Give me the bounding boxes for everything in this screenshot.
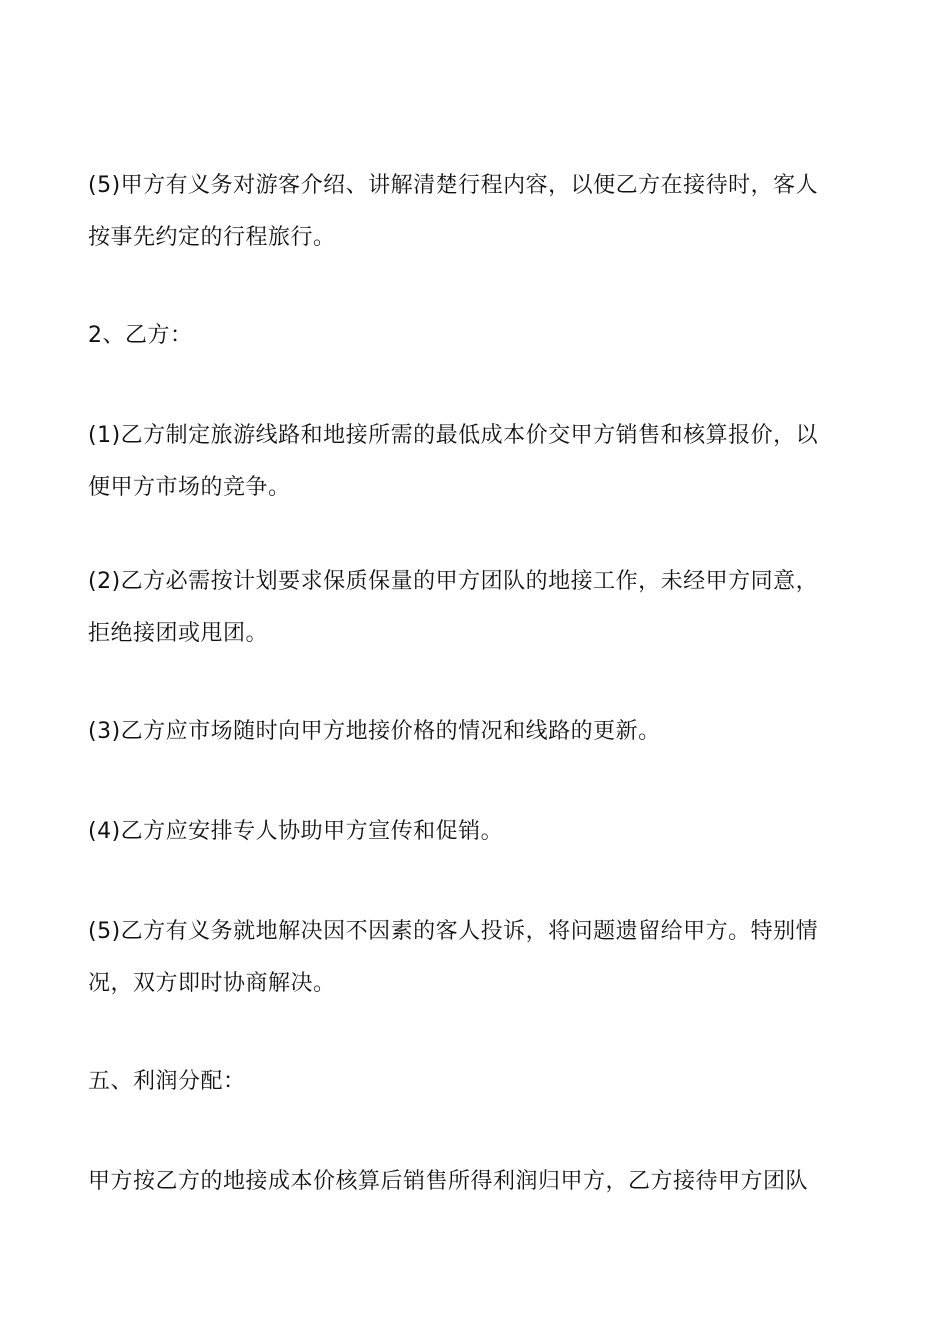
section-heading-party-b	[88, 310, 866, 362]
paragraph-party-b-duty-1	[88, 410, 866, 514]
text-line: 按事先约定的行程旅行。	[88, 225, 336, 250]
paragraph-party-b-duty-5	[88, 906, 866, 1010]
text-line: 便甲方市场的竞争。	[88, 475, 291, 500]
text-line: 况，双方即时协商解决。	[88, 971, 336, 996]
paragraph-party-b-duty-4	[88, 806, 866, 858]
text-line: 五、利润分配：	[88, 1069, 246, 1094]
text-line: 甲方按乙方的地接成本价核算后销售所得利润归甲方，乙方接待甲方团队	[88, 1169, 809, 1194]
paragraph-party-b-duty-2	[88, 556, 866, 660]
text-line: 2、乙方：	[88, 323, 193, 348]
paragraph-party-a-duty-5	[88, 160, 866, 264]
text-line: (3)乙方应市场随时向甲方地接价格的情况和线路的更新。	[88, 719, 661, 744]
paragraph-profit-distribution	[88, 1156, 866, 1208]
text-line: 拒绝接团或甩团。	[88, 621, 269, 646]
paragraph-party-b-duty-3	[88, 706, 866, 758]
text-line: (2)乙方必需按计划要求保质保量的甲方团队的地接工作，未经甲方同意，	[88, 569, 819, 594]
text-line: (1)乙方制定旅游线路和地接所需的最低成本价交甲方销售和核算报价，以	[88, 423, 819, 448]
section-heading-profit-distribution	[88, 1056, 866, 1108]
text-line: (5)乙方有义务就地解决因不因素的客人投诉，将问题遗留给甲方。特别情	[88, 919, 819, 944]
text-line: (4)乙方应安排专人协助甲方宣传和促销。	[88, 819, 504, 844]
text-line: (5)甲方有义务对游客介绍、讲解清楚行程内容，以便乙方在接待时，客人	[88, 173, 819, 198]
